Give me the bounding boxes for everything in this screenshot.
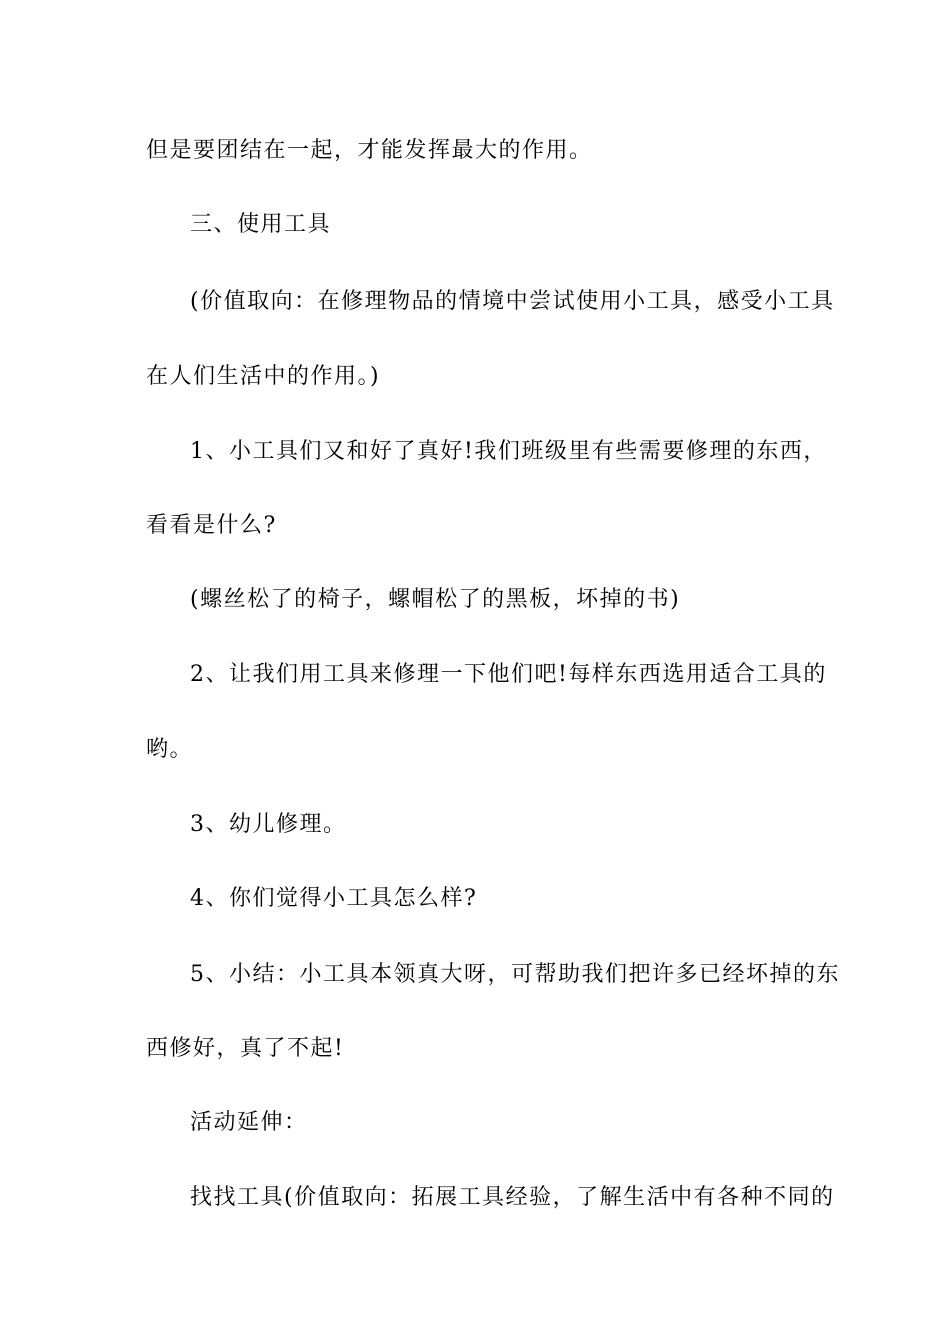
paragraph-line: 但是要团结在一起，才能发挥最大的作用。 — [146, 138, 593, 163]
paragraph-line: (螺丝松了的椅子，螺帽松了的黑板，坏掉的书) — [190, 587, 681, 612]
paragraph-line: 西修好，真了不起! — [146, 1036, 345, 1061]
paragraph-line: 1、小工具们又和好了真好!我们班级里有些需要修理的东西， — [190, 439, 827, 464]
paragraph-line: 看看是什么? — [146, 513, 277, 538]
paragraph-line: 2、让我们用工具来修理一下他们吧!每样东西选用适合工具的 — [190, 662, 827, 687]
paragraph-line: 在人们生活中的作用。) — [146, 364, 381, 389]
paragraph-line: 4、你们觉得小工具怎么样? — [190, 886, 478, 911]
paragraph-line: 哟。 — [146, 737, 194, 762]
paragraph-line: 3、幼儿修理。 — [190, 812, 347, 837]
paragraph-line: 找找工具(价值取向：拓展工具经验，了解生活中有各种不同的 — [190, 1185, 835, 1210]
paragraph-line: (价值取向：在修理物品的情境中尝试使用小工具，感受小工具 — [190, 289, 835, 314]
section-heading: 活动延伸： — [190, 1110, 308, 1135]
paragraph-line: 5、小结：小工具本领真大呀，可帮助我们把许多已经坏掉的东 — [190, 962, 840, 987]
section-heading: 三、使用工具 — [190, 212, 332, 237]
